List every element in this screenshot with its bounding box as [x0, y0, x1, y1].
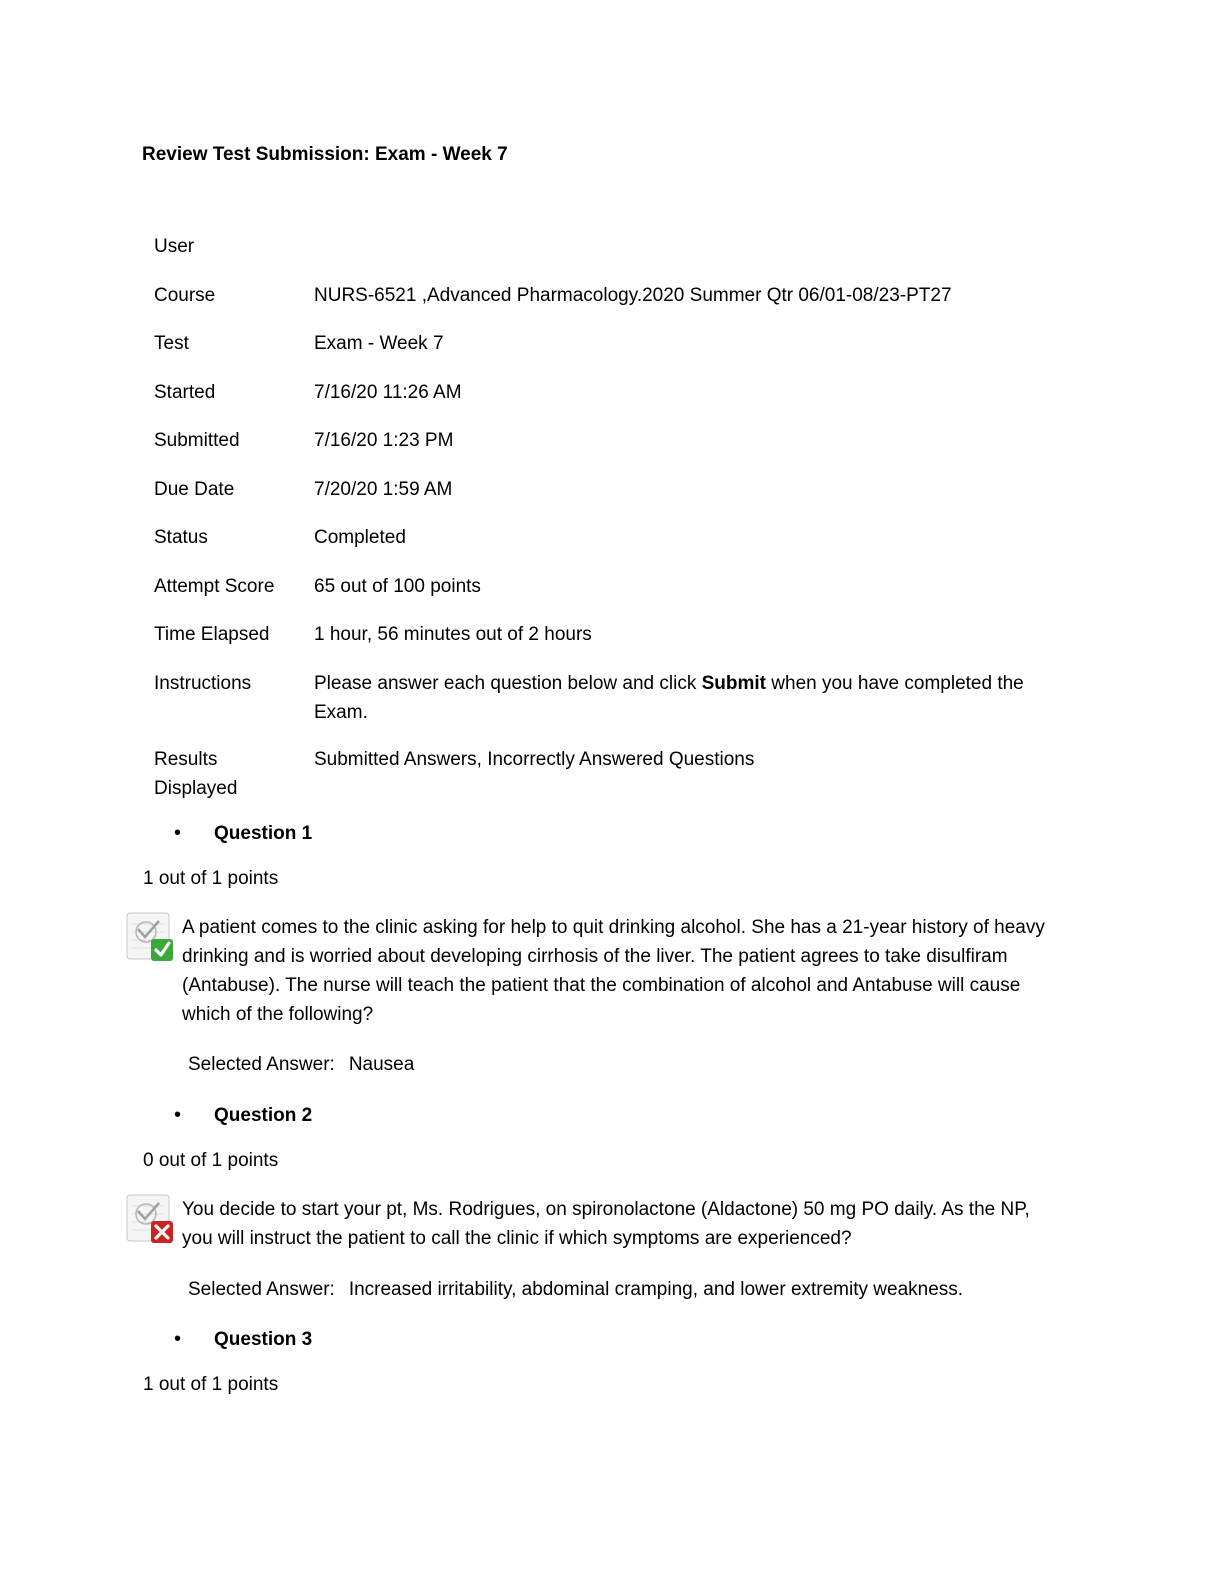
detail-label-submitted: Submitted [154, 430, 240, 451]
detail-value-due-date: 7/20/20 1:59 AM [314, 479, 453, 500]
question-1-selected-answer [188, 1054, 414, 1076]
detail-value-started: 7/16/20 11:26 AM [314, 382, 462, 403]
detail-label-due-date: Due Date [154, 479, 235, 500]
question-2-bullet: • [174, 1104, 182, 1126]
question-3-points: 1 out of 1 points [143, 1374, 279, 1395]
question-2-selected-answer [188, 1279, 963, 1301]
detail-value-attempt-score: 65 out of 100 points [314, 576, 481, 597]
detail-value-status: Completed [314, 527, 406, 548]
detail-value-results-displayed: Submitted Answers, Incorrectly Answered Questions [314, 749, 755, 770]
instructions-submit-emphasis: Submit [701, 673, 767, 694]
detail-label-course: Course [154, 285, 216, 306]
detail-value-course: NURS-6521 ,Advanced Pharmacology.2020 Summer Qtr 06/01-08/23-PT27 [314, 285, 952, 306]
detail-value-time-elapsed: 1 hour, 56 minutes out of 2 hours [314, 624, 592, 645]
detail-value-submitted: 7/16/20 1:23 PM [314, 430, 454, 451]
selected-answer-value: Increased irritability, abdominal cramping, and lower extremity weakness. [348, 1279, 964, 1300]
selected-answer-label: Selected Answer: [188, 1054, 335, 1075]
correct-check-icon [126, 910, 178, 962]
selected-answer-label: Selected Answer: [188, 1279, 335, 1300]
detail-label-started: Started [154, 382, 216, 403]
page-title: Review Test Submission: Exam - Week 7 [142, 144, 508, 165]
question-1-text: A patient comes to the clinic asking for help to quit drinking alcohol. She has a 21-year history of heavy drinking and is worried about developing cirrhosis of the liver. The patient agrees to take disulfiram (Antabuse). The nurse will teach the patient that the combination of alcohol and Antabuse will cause which of the following? [182, 917, 1045, 1025]
detail-label-results-displayed: Results Displayed [154, 749, 238, 799]
detail-value-instructions [314, 669, 1074, 727]
question-3-title: Question 3 [214, 1329, 313, 1350]
question-1-title: Question 1 [214, 823, 313, 844]
detail-label-user: User [154, 236, 195, 257]
detail-label-attempt-score: Attempt Score [154, 576, 275, 597]
instructions-text-post: when you have completed the Exam. [314, 673, 1024, 723]
question-1-bullet: • [174, 822, 182, 844]
question-3-bullet: • [174, 1328, 182, 1350]
question-2-title: Question 2 [214, 1105, 313, 1126]
detail-label-time-elapsed: Time Elapsed [154, 624, 270, 645]
question-2-points: 0 out of 1 points [143, 1150, 279, 1171]
question-1-points: 1 out of 1 points [143, 868, 279, 889]
detail-label-test: Test [154, 333, 189, 354]
incorrect-x-icon [126, 1192, 178, 1244]
question-2-text: You decide to start your pt, Ms. Rodrigues, on spironolactone (Aldactone) 50 mg PO daily. As the NP, you will instruct the patient to call the clinic if which symptoms are experienced? [182, 1199, 1030, 1249]
selected-answer-value: Nausea [348, 1054, 415, 1075]
instructions-text-pre: Please answer each question below and click [314, 673, 702, 694]
detail-label-instructions: Instructions [154, 673, 252, 694]
detail-value-test: Exam - Week 7 [314, 333, 444, 354]
detail-label-status: Status [154, 527, 208, 548]
